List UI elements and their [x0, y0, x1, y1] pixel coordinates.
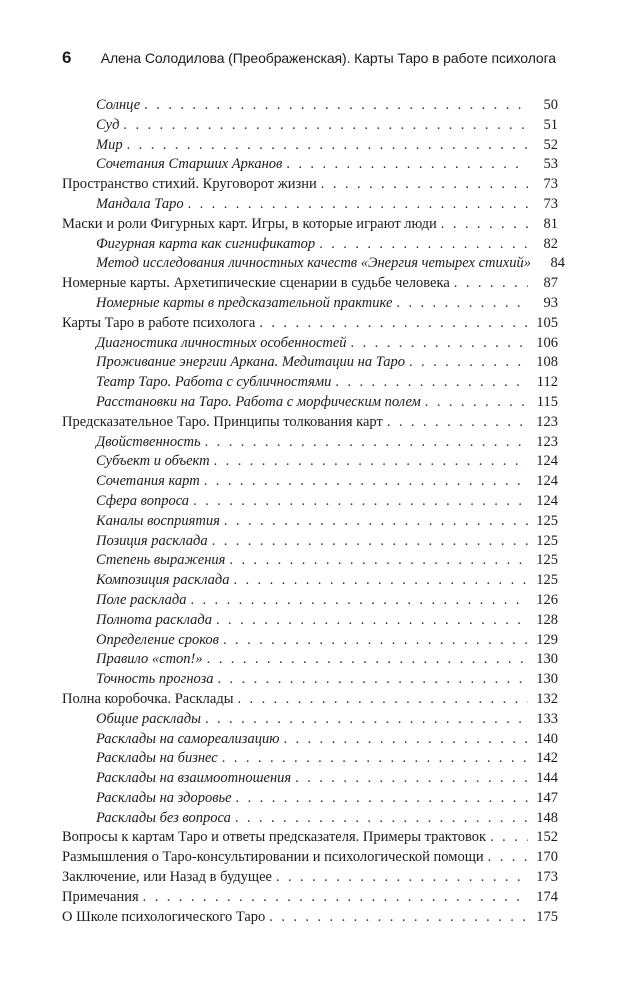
toc-entry-title: Каналы восприятия: [96, 512, 220, 529]
toc-entry-page: 81: [543, 215, 558, 232]
dot-leader: [236, 789, 528, 809]
dot-leader: [217, 670, 528, 690]
toc-entry: [62, 710, 558, 730]
toc-entry: [62, 314, 558, 334]
toc-entry-page: 132: [536, 690, 558, 707]
toc-entry-page: 124: [536, 492, 558, 509]
dot-leader: [425, 393, 528, 413]
dot-leader: [409, 353, 528, 373]
toc-entry-title: Мандала Таро: [96, 195, 184, 212]
dot-leader: [283, 730, 528, 750]
toc-entry: [62, 215, 558, 235]
toc-entry-title: Расклады без вопроса: [96, 809, 231, 826]
toc-entry: [62, 492, 558, 512]
toc-entry-page: 125: [536, 512, 558, 529]
toc-entry: [62, 571, 558, 591]
toc-entry-page: 142: [536, 750, 558, 767]
toc-entry-page: 51: [543, 116, 558, 133]
toc-entry-page: 108: [536, 354, 558, 371]
toc-entry-page: 130: [536, 671, 558, 688]
toc-entry-title: Расклады на бизнес: [96, 750, 218, 767]
toc-entry-title: Солнце: [96, 97, 141, 113]
toc-entry-title: Сочетания карт: [96, 473, 200, 490]
toc-entry: [62, 235, 558, 255]
dot-leader: [319, 235, 528, 255]
toc-entry-title: Точность прогноза: [96, 671, 214, 688]
toc-entry: [62, 690, 558, 710]
dot-leader: [286, 155, 528, 175]
toc-entry-title: Примечания: [62, 888, 139, 905]
toc-entry-title: Общие расклады: [96, 710, 201, 727]
toc-entry-page: 73: [543, 195, 558, 212]
toc-entry-title: Субъект и объект: [96, 453, 210, 470]
dot-leader: [235, 809, 528, 829]
toc-entry-title: Размышления о Таро-консультировании и психологической помощи: [62, 849, 484, 866]
toc-entry-title: Сфера вопроса: [96, 492, 190, 509]
toc-entry: [62, 650, 558, 670]
toc-entry-page: 130: [536, 651, 558, 668]
dot-leader: [295, 769, 528, 789]
page-header: [62, 48, 556, 72]
toc-entry-page: 133: [536, 710, 558, 727]
toc-entry-page: 148: [536, 809, 558, 826]
toc-entry: [62, 472, 558, 492]
toc-entry-title: Расклады на здоровье: [96, 789, 232, 806]
toc-entry: [62, 670, 558, 690]
toc-entry-page: 125: [536, 532, 558, 549]
toc-entry-title: Расклады на взаимоотношения: [96, 770, 292, 787]
toc-entry-title: Расклады на самореализацию: [96, 730, 280, 747]
dot-leader: [214, 452, 528, 472]
dot-leader: [190, 591, 528, 611]
dot-leader: [205, 433, 528, 453]
toc-entry: [62, 96, 558, 116]
dot-leader: [222, 749, 528, 769]
toc-entry-title: Номерные карты. Архетипические сценарии в судьбе человека: [62, 275, 450, 292]
toc-entry-title: Позиция расклада: [96, 532, 208, 549]
toc-entry-page: 124: [536, 473, 558, 490]
toc-entry-page: 124: [536, 453, 558, 470]
toc-entry: [62, 888, 558, 908]
toc-entry: [62, 195, 558, 215]
toc-entry: [62, 868, 558, 888]
dot-leader: [269, 908, 528, 928]
dot-leader: [223, 631, 528, 651]
toc-entry: [62, 116, 558, 136]
toc-entry: [62, 393, 558, 413]
toc-entry: [62, 373, 558, 393]
toc-entry-title: Мир: [96, 136, 123, 153]
toc-entry-page: 152: [536, 829, 558, 846]
toc-entry-page: 140: [536, 730, 558, 747]
dot-leader: [205, 710, 528, 730]
dot-leader: [143, 888, 528, 908]
toc-entry-page: 105: [536, 314, 558, 331]
toc-entry-page: 82: [543, 235, 558, 252]
toc-entry-page: 87: [543, 275, 558, 292]
toc-entry-page: 52: [543, 136, 558, 153]
toc-entry: [62, 512, 558, 532]
toc-entry-page: 170: [536, 849, 558, 866]
toc-entry-page: 144: [536, 770, 558, 787]
toc-entry-page: 112: [536, 374, 558, 391]
toc-entry: [62, 848, 558, 868]
dot-leader: [193, 492, 528, 512]
toc-entry-page: 175: [536, 908, 558, 925]
dot-leader: [351, 334, 528, 354]
toc-entry: [62, 334, 558, 354]
toc-entry-title: Степень выражения: [96, 552, 226, 569]
toc-entry-page: 125: [536, 552, 558, 569]
dot-leader: [207, 650, 528, 670]
toc-entry: [62, 908, 558, 928]
toc-entry: [62, 611, 558, 631]
toc-entry-title: Полна коробочка. Расклады: [62, 690, 234, 707]
toc-entry-title: Фигурная карта как сигнификатор: [96, 235, 316, 252]
toc-entry: [62, 155, 558, 175]
toc-entry-title: Суд: [96, 116, 120, 133]
toc-entry-title: Предсказательное Таро. Принципы толкования карт: [62, 413, 383, 430]
dot-leader: [276, 868, 528, 888]
toc-entry-title: Театр Таро. Работа с субличностями: [96, 374, 332, 391]
toc-entry: [62, 274, 558, 294]
dot-leader: [233, 571, 528, 591]
dot-leader: [441, 215, 528, 235]
toc-entry-page: 128: [536, 611, 558, 628]
toc-entry: [62, 749, 558, 769]
dot-leader: [224, 512, 528, 532]
toc-entry-page: 123: [536, 413, 558, 430]
toc-entry-page: 173: [536, 869, 558, 886]
toc-entry-page: 174: [536, 888, 558, 905]
dot-leader: [144, 96, 528, 116]
toc-entry-title: Карты Таро в работе психолога: [62, 314, 256, 331]
toc-entry: [62, 631, 558, 651]
toc-entry: [62, 828, 558, 848]
toc-entry-title: Двойственность: [96, 433, 201, 450]
toc-entry-page: 73: [543, 176, 558, 193]
toc-entry-page: 115: [536, 393, 558, 410]
toc-entry-page: 126: [536, 591, 558, 608]
toc-entry: [62, 452, 558, 472]
toc-entry-title: Номерные карты в предсказательной практике: [96, 294, 393, 311]
toc-entry: [62, 254, 565, 274]
dot-leader: [321, 175, 528, 195]
dot-leader: [490, 828, 528, 848]
toc-entry: [62, 591, 558, 611]
dot-leader: [259, 314, 528, 334]
toc-entry-page: 106: [536, 334, 558, 351]
toc-entry-page: 93: [543, 294, 558, 311]
toc-entry-title: Пространство стихий. Круговорот жизни: [62, 176, 317, 193]
toc-entry-title: Сочетания Старших Арканов: [96, 156, 283, 173]
table-of-contents: [62, 96, 565, 927]
dot-leader: [123, 116, 528, 136]
toc-entry-title: О Школе психологического Таро: [62, 908, 266, 925]
dot-leader: [204, 472, 528, 492]
page-number: 6: [62, 48, 72, 67]
toc-entry-page: 84: [550, 255, 565, 272]
toc-entry: [62, 353, 558, 373]
toc-entry-page: 129: [536, 631, 558, 648]
toc-entry-title: Композиция расклада: [96, 572, 230, 589]
toc-entry: [62, 730, 558, 750]
toc-entry-page: 147: [536, 789, 558, 806]
toc-entry-page: 53: [543, 156, 558, 173]
toc-entry-title: Вопросы к картам Таро и ответы предсказателя. Примеры трактовок: [62, 829, 487, 846]
toc-entry: [62, 413, 558, 433]
toc-entry-title: Поле расклада: [96, 591, 187, 608]
dot-leader: [387, 413, 528, 433]
toc-entry-title: Определение сроков: [96, 631, 219, 648]
toc-entry: [62, 294, 558, 314]
toc-entry: [62, 433, 558, 453]
toc-entry: [62, 789, 558, 809]
dot-leader: [127, 136, 528, 156]
toc-entry: [62, 532, 558, 552]
toc-entry: [62, 136, 558, 156]
toc-entry-title: Правило «стоп!»: [96, 651, 203, 668]
dot-leader: [454, 274, 528, 294]
toc-entry-title: Маски и роли Фигурных карт. Игры, в которые играют люди: [62, 215, 437, 232]
toc-entry-title: Расстановки на Таро. Работа с морфическим полем: [96, 393, 421, 410]
toc-entry-title: Метод исследования личностных качеств «Энергия четырех стихий»: [96, 255, 531, 272]
dot-leader: [488, 848, 528, 868]
toc-entry-title: Полнота расклада: [96, 611, 212, 628]
toc-entry: [62, 769, 558, 789]
dot-leader: [237, 690, 528, 710]
toc-entry: [62, 809, 558, 829]
toc-entry-page: 125: [536, 572, 558, 589]
toc-entry-title: Диагностика личностных особенностей: [96, 334, 347, 351]
toc-entry: [62, 551, 558, 571]
dot-leader: [212, 532, 528, 552]
running-head: Алена Солодилова (Преображенская). Карты Таро в работе психолога: [100, 50, 556, 66]
toc-entry-page: 50: [543, 97, 558, 113]
toc-entry-page: 123: [536, 433, 558, 450]
toc-entry-title: Проживание энергии Аркана. Медитации на Таро: [96, 354, 405, 371]
dot-leader: [396, 294, 528, 314]
dot-leader: [188, 195, 528, 215]
toc-entry: [62, 175, 558, 195]
dot-leader: [229, 551, 528, 571]
dot-leader: [216, 611, 528, 631]
dot-leader: [335, 373, 528, 393]
toc-entry-title: Заключение, или Назад в будущее: [62, 869, 272, 886]
